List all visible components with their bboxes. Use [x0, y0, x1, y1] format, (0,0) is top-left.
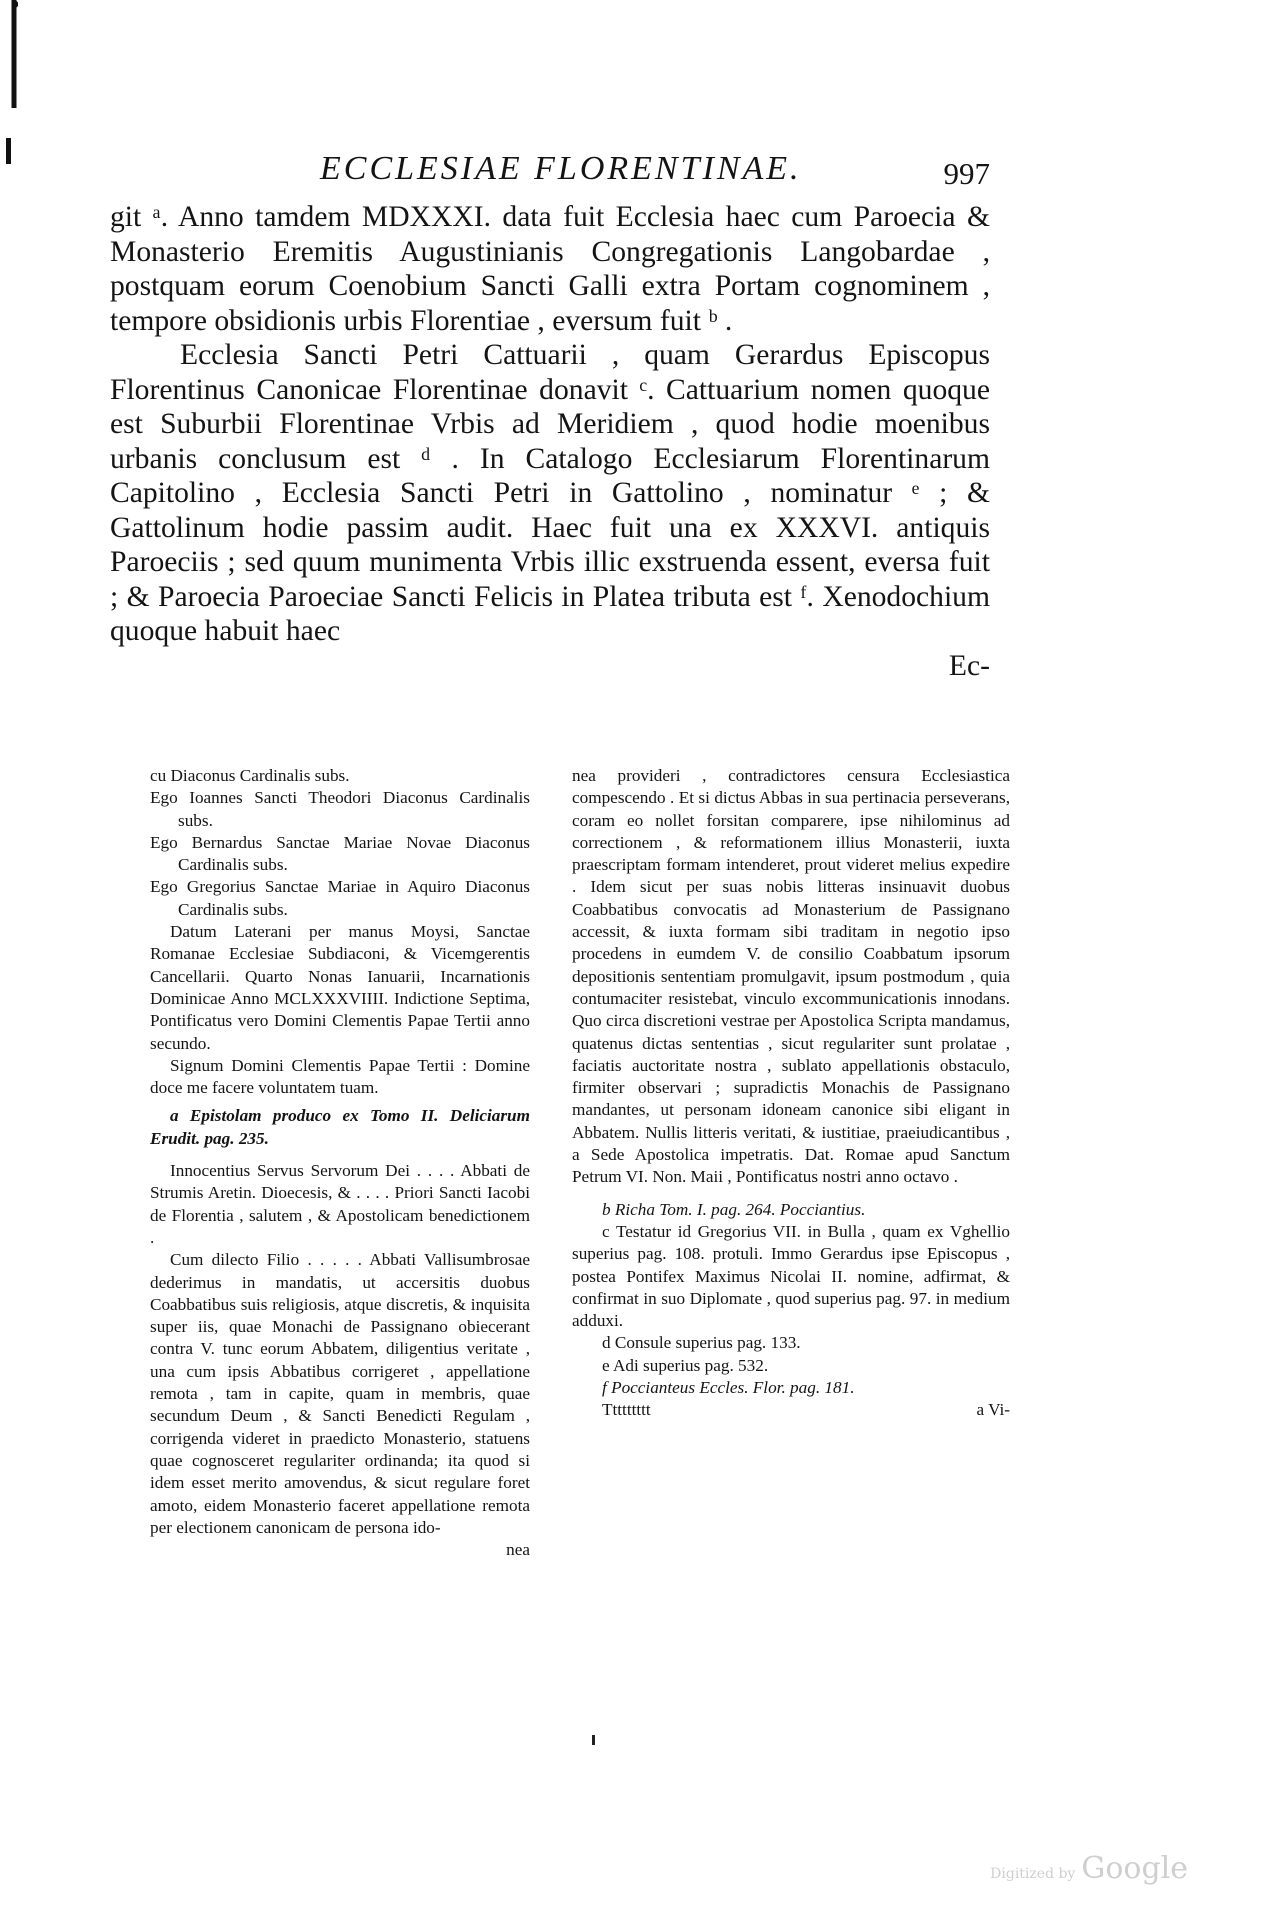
left-column — [150, 765, 530, 1561]
main-text — [110, 200, 990, 682]
page-number: 997 — [943, 156, 990, 191]
footnote-f: f Poccianteus Eccles. Flor. pag. 181. — [602, 1378, 855, 1398]
page-edge-bracket — [4, 0, 18, 110]
page-edge-tick — [6, 138, 11, 164]
letter-body-continued: nea provideri , contradictores censura Ecclesiastica compescendo . Et si dictus Abbas in sua pertinacia perseverans, coram eo nollet forsitan comparere, ipse nihilominus ad correctionem , & reformationem illius Monasterii, iuxta praescriptam formam intenderet, prout videret melius expedire . Idem sicut per suas nobis litteras insinuavit duobus Coabbatibus convocatis ad Monasterium de Passignano accessit, & iuxta formam sibi traditam in negotio ipso procedens in eumdem V. de consilio Coabbatum ipsorum depositionis sententiam promulgavit, ipsum postmodum , quia contumaciter resistebat, vinculo excommunicationis innodans. Quo circa discretioni vestrae per Apostolica Scripta mandamus, quatenus dictas sententias , sicut regulariter sunt prolatae , faciatis auctoritate nostra , sublato appellationis obstaculo, firmiter observari ; supradictis Monachis de Passignano mandantes, ut personam idoneam canonice sibi eligant in Abbatem. Nullis litteris veritati, & iustitiae, praeiudicantibus , a Sede Apostolica impetratis. Dat. Romae apud Sanctum Petrum VI. Non. Maii , Pontificatus nostri anno octavo . — [572, 766, 1010, 1187]
letter-salutation: Innocentius Servus Servorum Dei . . . . Abbati de Strumis Aretin. Dioecesis, & . . . . Priori Sancti Iacobi de Florentia , salutem , & Apostolicam benedictionem . — [150, 1161, 530, 1247]
signature-line-4: Ego Gregorius Sanctae Mariae in Aquiro Diaconus Cardinalis subs. — [150, 877, 530, 919]
letter-body: Cum dilecto Filio . . . . . Abbati Vallisumbrosae dederimus in mandatis, ut accersitis duobus Coabbatibus suis religiosis, atque discretis, & inquisita super iis, quae Monachi de Passignano obiecerant contra V. tunc eorum Abbatem, diligentius veritate , una cum ipsis Abbatibus corrigeret , appellatione remota , tam in capite, quam in membris, quae secundum Deum , & Sancti Benedicti Regulam , corrigenda videret in praedicto Monasterio, statuens quae cognosceret regulariter ordinanda; ita quod si idem esset merito amovendus, & sicut regulare foret amoto, eidem Monasterio faceret appellatione remota per electionem canonicam de persona ido- — [150, 1250, 530, 1537]
signature-row — [572, 1399, 1010, 1421]
footnote-b: b Richa Tom. I. pag. 264. Pocciantius. — [602, 1199, 866, 1219]
catchword-left: nea — [506, 1540, 530, 1560]
footnote-a: a Epistolam produco ex Tomo II. Deliciarum Erudit. pag. 235. — [150, 1106, 530, 1148]
paragraph-continued: git ᵃ. Anno tamdem MDXXXI. data fuit Ecclesia haec cum Paroecia & Monasterio Eremitis Augustinianis Congregationis Langobardae , postquam eorum Coenobium Sancti Galli extra Portam cognominem , tempore obsidionis urbis Florentiae , eversum fuit ᵇ . — [110, 201, 990, 337]
running-head — [110, 148, 990, 194]
signature-line-2: Ego Ioannes Sancti Theodori Diaconus Cardinalis subs. — [150, 788, 530, 830]
printer-signature: Ttttttttt — [602, 1400, 651, 1420]
stray-ink-mark — [592, 1735, 595, 1745]
watermark-prefix: Digitized by — [990, 1866, 1076, 1882]
footnote-e: e Adi superius pag. 532. — [602, 1355, 769, 1375]
signature-line-1: cu Diaconus Cardinalis subs. — [150, 766, 350, 785]
signum-clause: Signum Domini Clementis Papae Tertii : Domine doce me facere voluntatem tuam. — [150, 1055, 530, 1098]
running-title: ECCLESIAE FLORENTINAE. — [320, 150, 802, 187]
footnote-d: d Consule superius pag. 133. — [602, 1333, 801, 1353]
footnote-c: c Testatur id Gregorius VII. in Bulla , quam ex Vghellio superius pag. 108. protuli. Immo Gerardus ipse Episcopus , postea Pontifex Maximus Nicolai II. nomine, adfirmat, & confirmat in suo Diplomate , quod superius pag. 97. in medium adduxi. — [572, 1221, 1010, 1331]
watermark-brand: Google — [1081, 1851, 1188, 1886]
dating-clause: Datum Laterani per manus Moysi, Sanctae Romanae Ecclesiae Subdiaconi, & Vicemgerentis Cancellarii. Quarto Nonas Ianuarii, Incarnationis Dominicae Anno MCLXXXVIIII. Indictione Septima, Pontificatus vero Domini Clementis Papae Tertii anno secundo. — [150, 922, 530, 1053]
catchword-right: a Vi- — [976, 1400, 1010, 1420]
catchword-main: Ec- — [948, 649, 990, 682]
paragraph-san-pietro: Ecclesia Sancti Petri Cattuarii , quam Gerardus Episcopus Florentinus Canonicae Florentinae donavit ᶜ. Cattuarium nomen quoque est Suburbii Florentinae Vrbis ad Meridiem , quod hodie moenibus urbanis conclusum est ᵈ . In Catalogo Ecclesiarum Florentinarum Capitolino , Ecclesia Sancti Petri in Gattolino , nominatur ᵉ ; & Gattolinum hodie passim audit. Haec fuit una ex XXXVI. antiquis Paroeciis ; sed quum munimenta Vrbis illic exstruenda essent, eversa fuit ; & Paroecia Paroeciae Sancti Felicis in Platea tributa est ᶠ. Xenodochium quoque habuit haec — [110, 339, 990, 647]
two-column-notes — [0, 765, 1288, 1765]
right-column — [572, 765, 1010, 1422]
signature-line-3: Ego Bernardus Sanctae Mariae Novae Diaconus Cardinalis subs. — [150, 832, 530, 875]
digitization-watermark — [990, 1851, 1188, 1886]
